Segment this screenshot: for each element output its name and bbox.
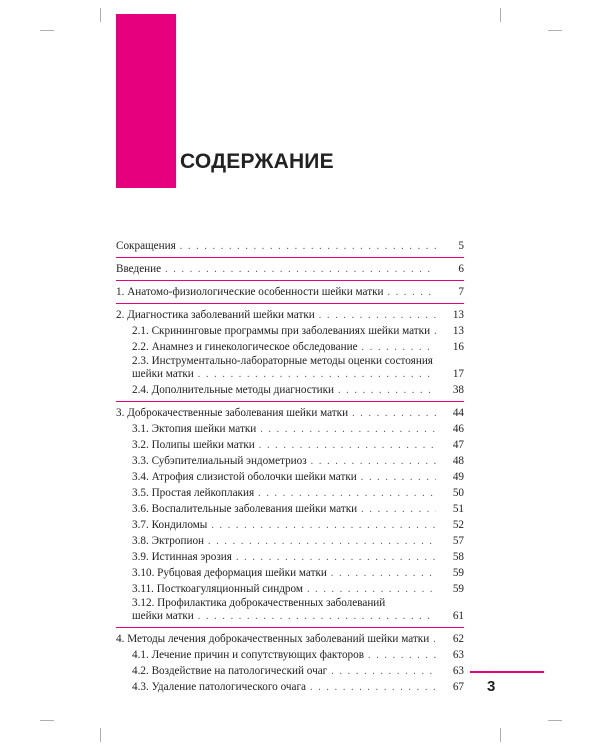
toc-entry-section-2-4[interactable]: [116, 382, 464, 398]
toc-entry-page: 52: [452, 519, 464, 531]
toc-entry-section-3-12[interactable]: [116, 597, 464, 624]
toc-entry-page: 57: [452, 535, 464, 547]
toc-entry-section-4-2[interactable]: [116, 663, 464, 679]
toc-entry-page: 38: [452, 384, 464, 396]
dot-leader: [236, 550, 436, 566]
toc-entry-label-continued: шейки матки: [132, 368, 194, 380]
page-number: 3: [487, 678, 496, 695]
toc-entry-label: 4.2. Воздействие на патологический очаг: [132, 665, 328, 677]
toc-entry-label: 3.7. Кондиломы: [132, 519, 208, 531]
toc-entry-section-3-5[interactable]: [116, 485, 464, 501]
dot-leader: [434, 324, 436, 340]
toc-entry-label: 4.3. Удаление патологического очага: [132, 681, 307, 693]
toc-entry-chapter-3[interactable]: [116, 405, 464, 421]
toc-entry-section-4-1[interactable]: [116, 647, 464, 663]
toc-entry-label: 3.3. Субэпителиальный эндометриоз: [132, 455, 307, 467]
accent-block: [116, 14, 176, 188]
toc-entry-page: 16: [452, 341, 464, 353]
toc-entry-page: 50: [452, 487, 464, 499]
toc-entry-page: 59: [452, 583, 464, 595]
toc-entry-label: Введение: [116, 263, 162, 275]
toc-entry-page: 62: [452, 633, 464, 645]
dot-leader: [208, 534, 436, 550]
dot-leader: [368, 648, 436, 664]
toc-entry-label: 2.2. Анамнез и гинекологическое обследование: [132, 341, 358, 353]
dot-leader: [338, 383, 436, 399]
toc-entry-label: 3.6. Воспалительные заболевания шейки матки: [132, 503, 358, 515]
dot-leader: [211, 518, 436, 534]
dot-leader: [258, 486, 436, 502]
toc-entry-section-2-2[interactable]: [116, 339, 464, 355]
toc-entry-label: 3.11. Посткоагуляционный синдром: [132, 583, 303, 595]
toc-entry-label: 3.1. Эктопия шейки матки: [132, 423, 257, 435]
toc-entry-label: Сокращения: [116, 240, 176, 252]
page-title: СОДЕРЖАНИЕ: [180, 150, 334, 173]
toc-entry-label: 2.3. Инструментально-лабораторные методы оценки состояния: [132, 355, 433, 367]
toc-entry-page: 51: [452, 503, 464, 515]
divider: [116, 303, 464, 304]
toc-entry-section-3-2[interactable]: [116, 437, 464, 453]
toc-entry-page: 17: [452, 368, 464, 380]
crop-mark: [500, 8, 501, 22]
dot-leader: [198, 368, 436, 381]
toc-entry-page: 44: [452, 407, 464, 419]
toc-entry-section-3-1[interactable]: [116, 421, 464, 437]
crop-mark: [500, 728, 501, 742]
footer-accent-line: [470, 671, 544, 673]
dot-leader: [259, 438, 436, 454]
dot-leader: [331, 566, 436, 582]
toc-entry-label: 1. Анатомо-физиологические особенности шейки матки: [116, 286, 384, 298]
toc-entry-page: 46: [452, 423, 464, 435]
toc-entry-label: 4. Методы лечения доброкачественных заболеваний шейки матки: [116, 633, 430, 645]
toc-entry-chapter-2[interactable]: [116, 307, 464, 323]
toc-entry-page: 13: [452, 309, 464, 321]
crop-mark: [100, 8, 101, 22]
divider: [116, 627, 464, 628]
toc-entry-section-2-3[interactable]: [116, 355, 464, 382]
dot-leader: [180, 239, 436, 255]
toc-entry-section-3-9[interactable]: [116, 549, 464, 565]
toc-entry-page: 63: [452, 649, 464, 661]
dot-leader: [433, 632, 436, 648]
toc-entry-section-3-4[interactable]: [116, 469, 464, 485]
dot-leader: [311, 454, 436, 470]
toc-entry-label: 3. Доброкачественные заболевания шейки матки: [116, 407, 349, 419]
toc-entry-label: 3.8. Эктропион: [132, 535, 205, 547]
divider: [116, 257, 464, 258]
toc-entry-label: 3.10. Рубцовая деформация шейки матки: [132, 567, 327, 579]
toc-entry-page: 5: [458, 240, 464, 252]
toc-entry-section-4-3[interactable]: [116, 679, 464, 695]
dot-leader: [362, 340, 436, 356]
toc-entry-page: 13: [452, 325, 464, 337]
toc-entry-label: 3.2. Полипы шейки матки: [132, 439, 255, 451]
crop-mark: [548, 30, 562, 31]
toc-entry-label: 2.4. Дополнительные методы диагностики: [132, 384, 335, 396]
toc-entry-page: 58: [452, 551, 464, 563]
toc-entry-chapter-1[interactable]: [116, 284, 464, 300]
toc-entry-introduction[interactable]: [116, 261, 464, 277]
dot-leader: [198, 610, 436, 623]
toc-entry-page: 48: [452, 455, 464, 467]
dot-leader: [361, 470, 436, 486]
dot-leader: [361, 502, 436, 518]
toc-entry-label: 4.1. Лечение причин и сопутствующих факторов: [132, 649, 365, 661]
dot-leader: [331, 664, 436, 680]
toc-entry-section-3-6[interactable]: [116, 501, 464, 517]
divider: [116, 401, 464, 402]
toc-entry-page: 47: [452, 439, 464, 451]
crop-mark: [100, 728, 101, 742]
crop-mark: [548, 720, 562, 721]
toc-entry-page: 61: [452, 610, 464, 622]
toc-entry-section-3-3[interactable]: [116, 453, 464, 469]
crop-mark: [40, 720, 54, 721]
toc-entry-page: 63: [452, 665, 464, 677]
dot-leader: [388, 285, 436, 301]
toc-entry-page: 67: [452, 681, 464, 693]
dot-leader: [165, 262, 436, 278]
toc-entry-page: 7: [458, 286, 464, 298]
toc-entry-page: 59: [452, 567, 464, 579]
toc-entry-chapter-4[interactable]: [116, 631, 464, 647]
toc-entry-abbreviations[interactable]: [116, 238, 464, 254]
toc-entry-label: 3.4. Атрофия слизистой оболочки шейки матки: [132, 471, 357, 483]
dot-leader: [260, 422, 436, 438]
toc-entry-section-3-8[interactable]: [116, 533, 464, 549]
dot-leader: [352, 406, 436, 422]
toc-entry-section-3-10[interactable]: [116, 565, 464, 581]
toc-entry-section-3-7[interactable]: [116, 517, 464, 533]
toc-entry-label: 3.5. Простая лейкоплакия: [132, 487, 255, 499]
toc-entry-section-3-11[interactable]: [116, 581, 464, 597]
dot-leader: [307, 582, 436, 598]
toc-entry-section-2-1[interactable]: [116, 323, 464, 339]
toc-entry-label-continued: шейки матки: [132, 610, 194, 622]
toc-entry-label: 2.1. Скрининговые программы при заболеваниях шейки матки: [132, 325, 431, 337]
toc-entry-page: 49: [452, 471, 464, 483]
dot-leader: [319, 308, 436, 324]
table-of-contents: [116, 238, 464, 695]
toc-entry-page: 6: [458, 263, 464, 275]
dot-leader: [310, 680, 436, 696]
toc-entry-label: 3.9. Истинная эрозия: [132, 551, 232, 563]
toc-entry-label: 3.12. Профилактика доброкачественных заболеваний: [132, 597, 386, 609]
crop-mark: [40, 30, 54, 31]
toc-entry-label: 2. Диагностика заболеваний шейки матки: [116, 309, 315, 321]
divider: [116, 280, 464, 281]
